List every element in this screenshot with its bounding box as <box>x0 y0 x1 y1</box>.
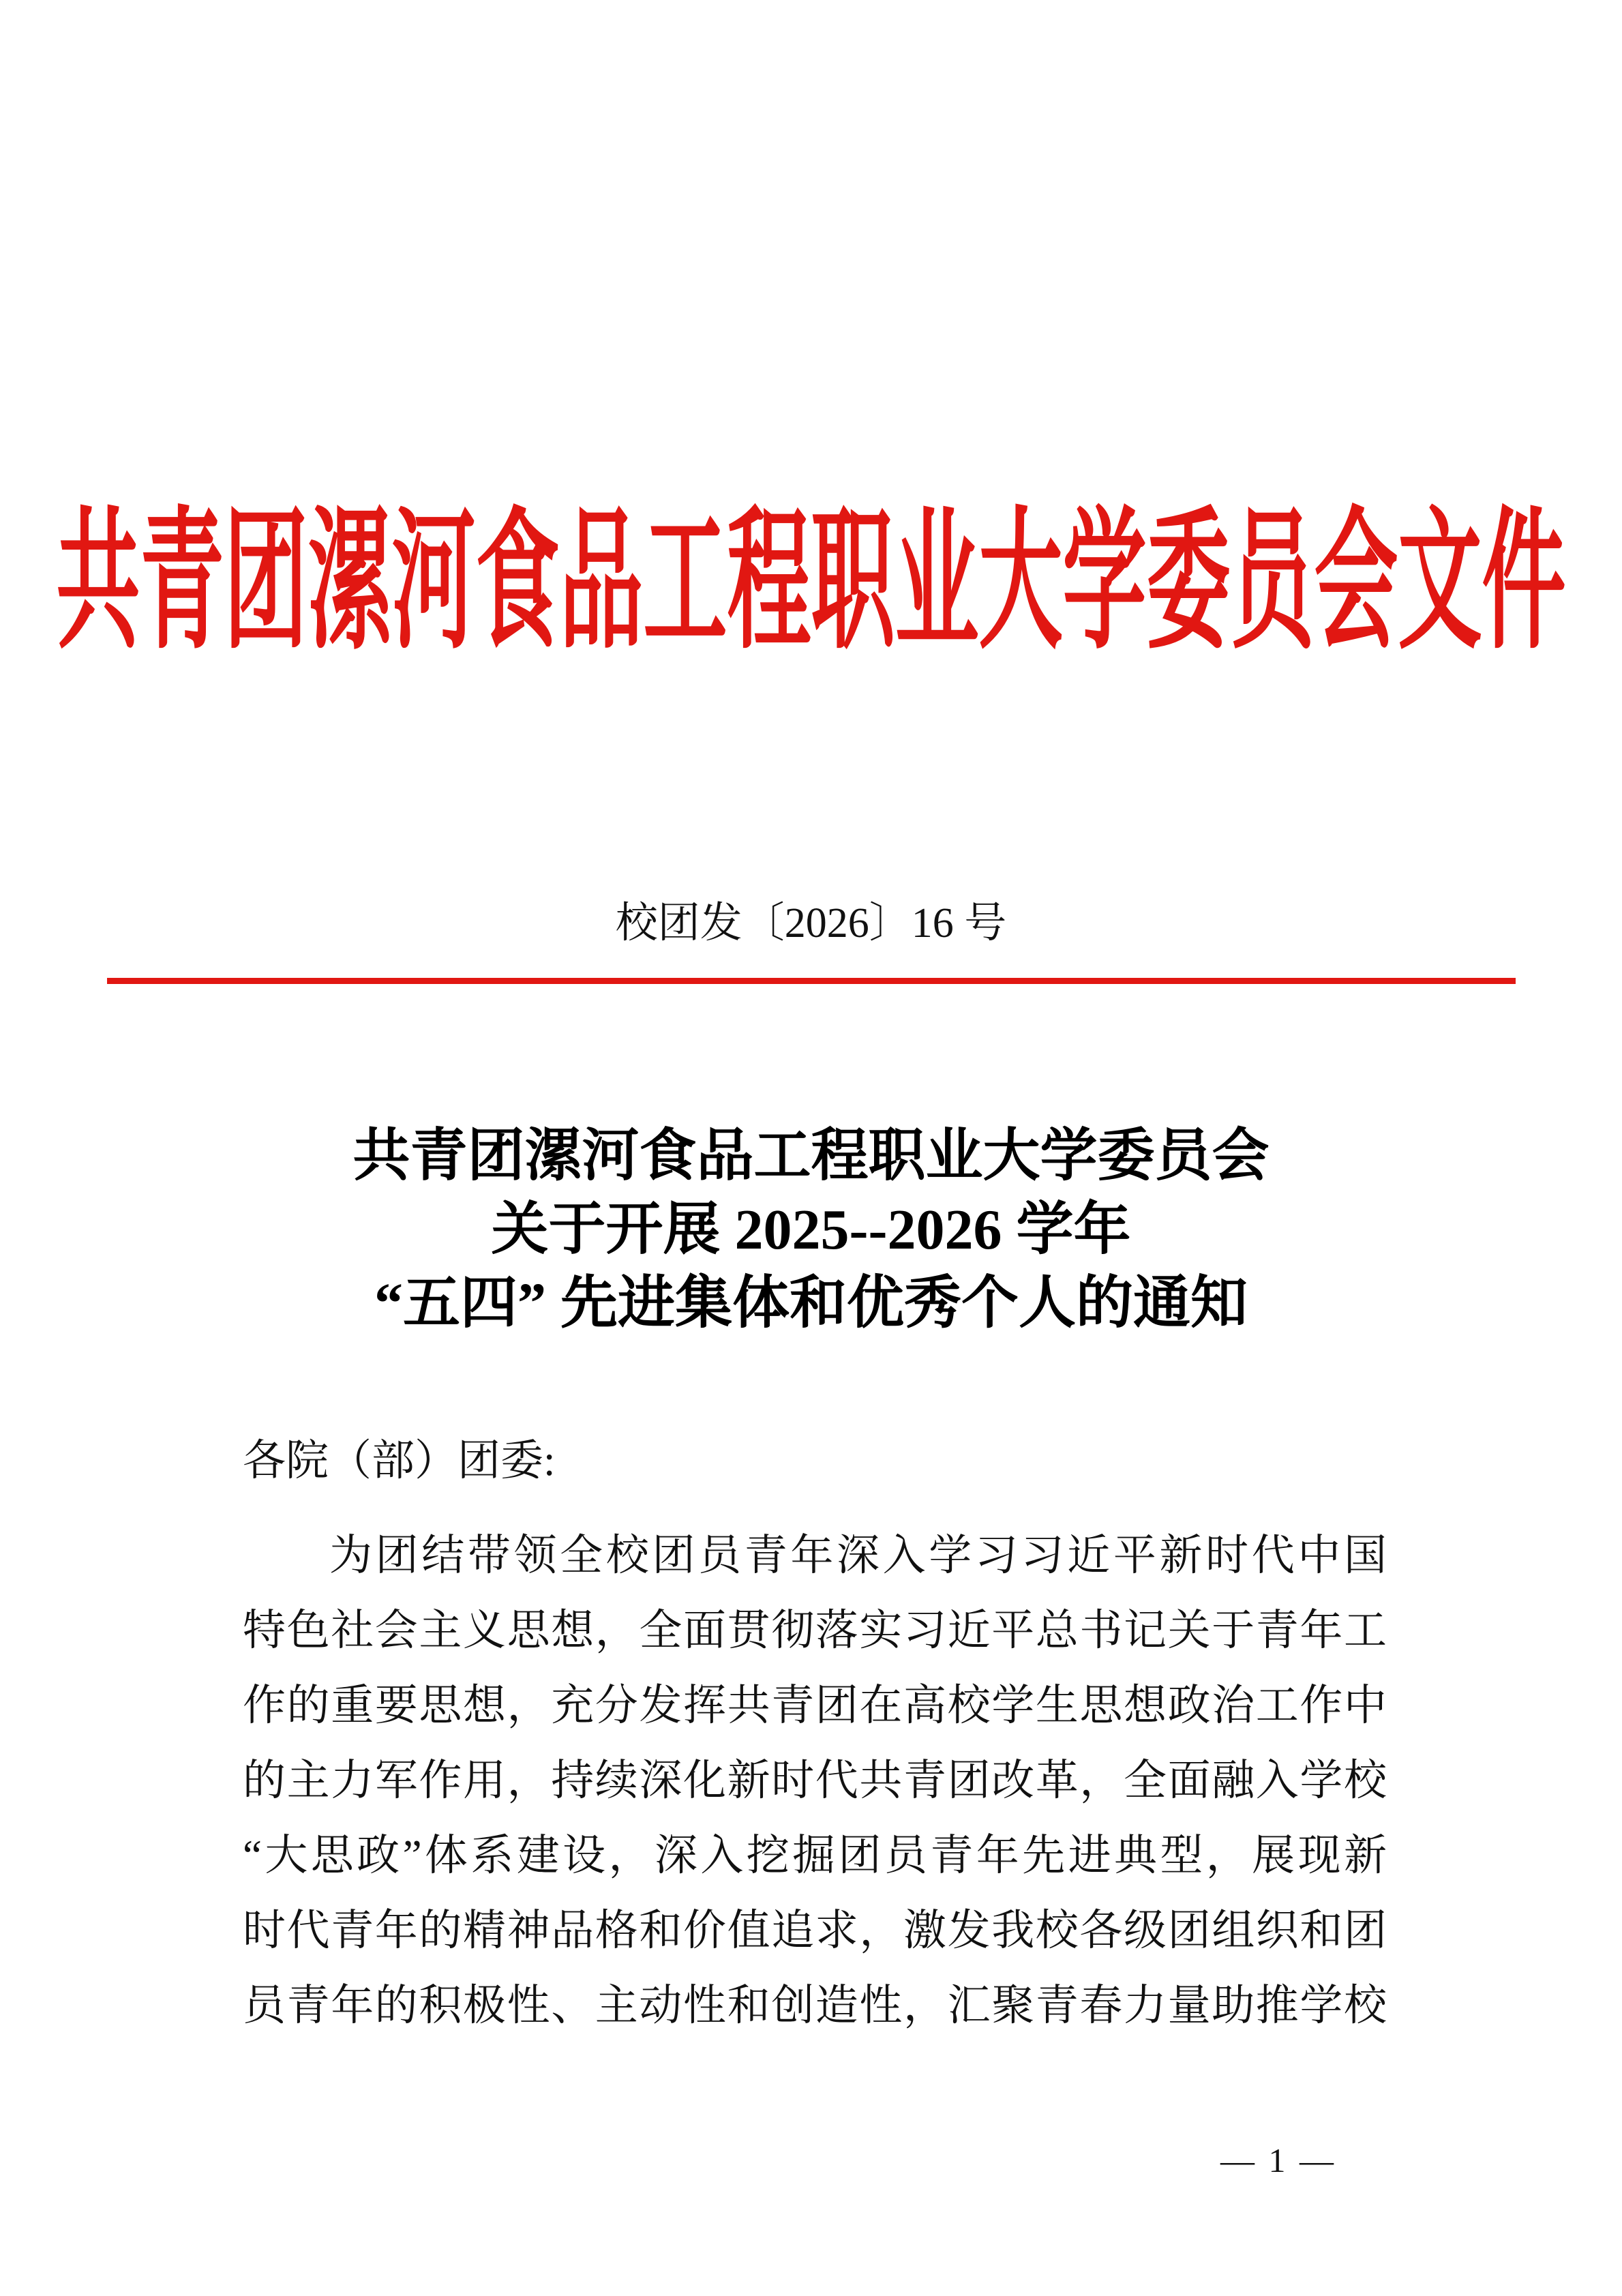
body-line: 的主力军作用，持续深化新时代共青团改革，全面融入学校 <box>243 1757 1387 1804</box>
body-line: 时代青年的精神品格和价值追求，激发我校各级团组织和团 <box>243 1907 1387 1954</box>
body-line: “大思政”体系建设，深入挖掘团员青年先进典型，展现新 <box>243 1832 1387 1879</box>
body-line: 特色社会主义思想，全面贯彻落实习近平总书记关于青年工 <box>243 1607 1387 1654</box>
body-line: 为团结带领全校团员青年深入学习习近平新时代中国 <box>329 1532 1387 1579</box>
red-divider-line <box>107 978 1516 984</box>
document-title <box>0 1120 1622 1341</box>
masthead-title: 共青团漯河食品工程职业大学委员会文件 <box>56 497 1566 668</box>
doc-number: 校团发〔2026〕16 号 <box>615 900 1007 946</box>
body-line: 员青年的积极性、主动性和创造性，汇聚青春力量助推学校 <box>243 1982 1387 2029</box>
body-line: 作的重要思想，充分发挥共青团在高校学生思想政治工作中 <box>243 1682 1387 1729</box>
page-number: — 1 — <box>1220 2141 1336 2179</box>
title-line-2: 关于开展 2025--2026 学年 <box>491 1198 1131 1262</box>
title-line-1: 共青团漯河食品工程职业大学委员会 <box>352 1124 1270 1188</box>
salutation: 各院（部）团委: <box>243 1437 556 1485</box>
title-line-3: “五四” 先进集体和优秀个人的通知 <box>374 1272 1248 1335</box>
body-paragraph <box>243 1518 1387 2043</box>
